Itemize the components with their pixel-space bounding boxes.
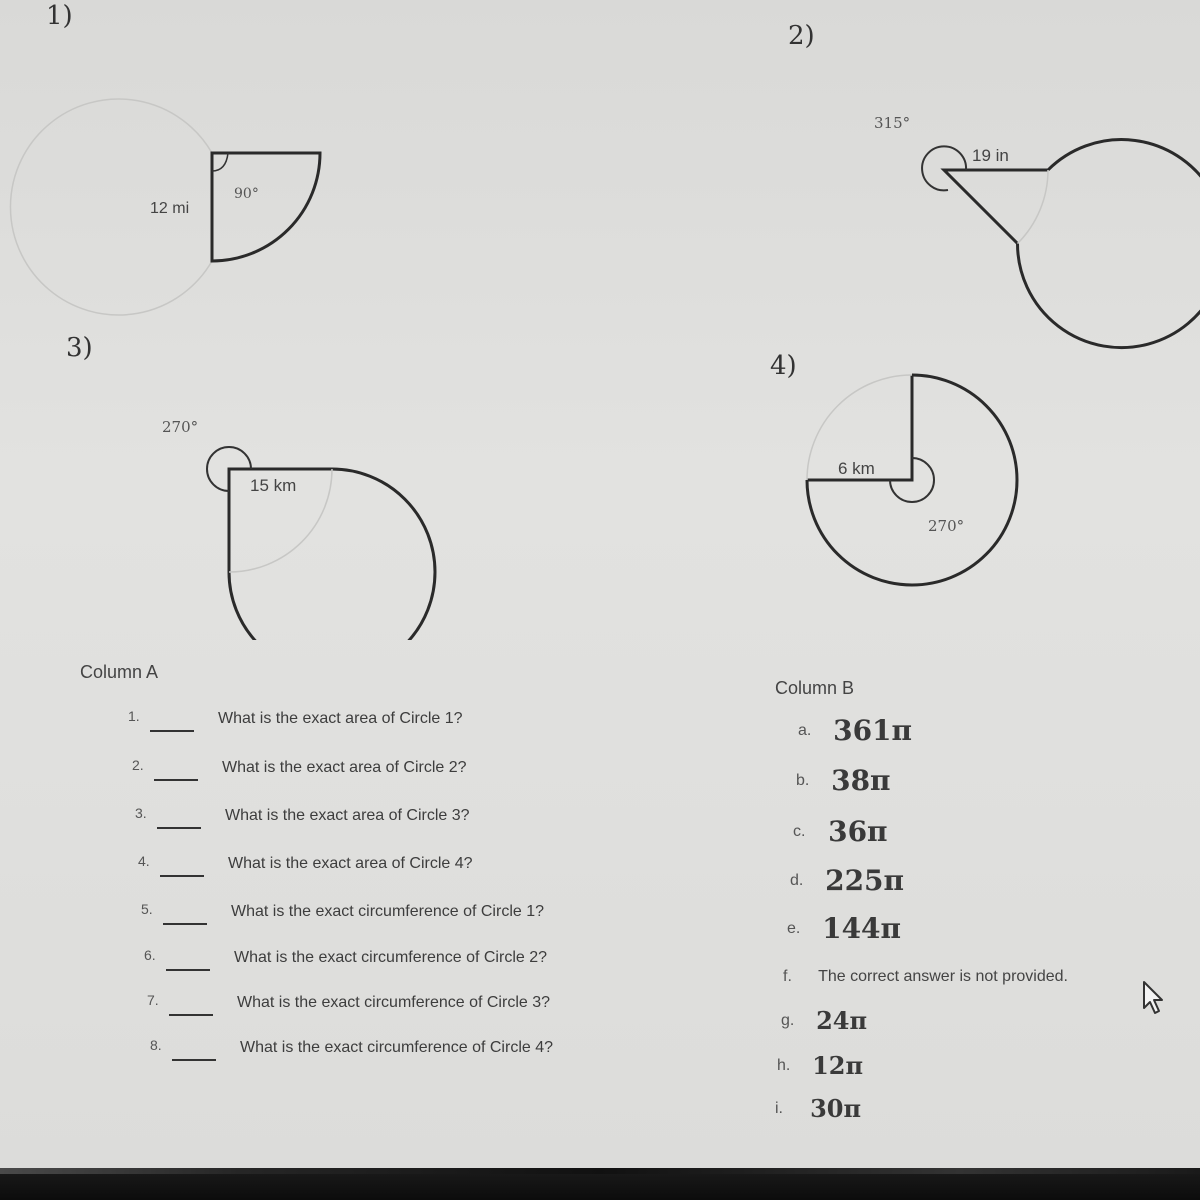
answer-letter: b. [796, 771, 810, 789]
answer-blank[interactable] [169, 1014, 213, 1016]
circle-2-radius-label: 19 in [972, 146, 1009, 165]
answer-value: 30π [810, 1094, 862, 1123]
problem-4-number: 4) [770, 351, 797, 381]
answer-blank[interactable] [172, 1059, 216, 1061]
answer-blank[interactable] [160, 875, 204, 877]
answer-letter: i. [775, 1099, 783, 1117]
circle-2-angle-label: 315° [874, 114, 911, 132]
problem-3-number: 3) [66, 333, 93, 363]
question-text: What is the exact circumference of Circle 2? [234, 949, 548, 966]
answer-letter: h. [777, 1056, 791, 1074]
answer-value: 24π [816, 1006, 868, 1035]
column-a-heading: Column A [80, 662, 159, 682]
problem-2-number: 2) [788, 21, 815, 51]
circle-3-angle-label: 270° [162, 418, 199, 436]
question-number: 6. [144, 947, 156, 963]
circle-4 [770, 351, 1017, 585]
answer-blank[interactable] [150, 730, 194, 732]
answer-option [793, 815, 888, 849]
answer-option [796, 764, 891, 798]
answer-option [781, 1006, 867, 1040]
question-text: What is the exact circumference of Circle 4? [240, 1039, 554, 1056]
answer-letter: a. [798, 721, 812, 739]
circle-2 [788, 21, 1200, 348]
answer-letter: e. [787, 919, 801, 937]
question-number: 4. [138, 853, 150, 869]
circle-1-radius-label: 12 mi [150, 200, 190, 217]
answer-value: 12π [812, 1051, 864, 1080]
monitor-bezel [0, 1168, 1200, 1200]
answer-option [798, 714, 912, 748]
answer-option [783, 966, 1068, 1000]
question-text: What is the exact area of Circle 2? [222, 759, 467, 776]
circle-3 [66, 333, 435, 640]
question-text: What is the exact area of Circle 1? [218, 710, 463, 727]
question-number: 7. [147, 992, 159, 1008]
question-text: What is the exact area of Circle 3? [225, 807, 470, 824]
column-b-heading: Column B [775, 678, 855, 698]
circle-3-radius-label: 15 km [250, 476, 297, 495]
answer-blank[interactable] [157, 827, 201, 829]
answer-option [775, 1094, 861, 1128]
circle-4-radius-label: 6 km [838, 459, 875, 478]
answer-letter: c. [793, 822, 806, 840]
answer-option [777, 1051, 863, 1085]
answer-value: 225π [825, 864, 905, 897]
question-number: 3. [135, 805, 147, 821]
circle-1 [10, 1, 320, 315]
answer-option [790, 864, 904, 898]
answer-value: 38π [831, 764, 891, 797]
circle-1-angle-label: 90° [234, 186, 259, 202]
question-text: What is the exact circumference of Circle 3? [237, 994, 551, 1011]
answer-blank[interactable] [163, 923, 207, 925]
answer-letter: g. [781, 1011, 795, 1029]
answer-value: 361π [833, 714, 913, 747]
answer-letter: d. [790, 871, 804, 889]
circle-1-sector [212, 153, 320, 261]
answer-blank[interactable] [166, 969, 210, 971]
question-number: 5. [141, 901, 153, 917]
answer-value: 144π [822, 912, 902, 945]
question-number: 8. [150, 1037, 162, 1053]
answer-option [787, 912, 901, 946]
question-text: What is the exact circumference of Circle 1? [231, 903, 545, 920]
answer-letter: f. [783, 967, 792, 985]
question-number: 2. [132, 757, 144, 773]
circle-4-angle-label: 270° [928, 517, 965, 535]
answer-value: The correct answer is not provided. [818, 967, 1068, 985]
problem-1-number: 1) [46, 1, 73, 31]
circle-2-radii [944, 170, 1048, 244]
circle-1-angle-arc [212, 153, 228, 171]
answer-blank[interactable] [154, 779, 198, 781]
circle-2-faint-arc [1018, 170, 1049, 244]
question-text: What is the exact area of Circle 4? [228, 855, 473, 872]
question-number: 1. [128, 708, 140, 724]
mouse-pointer-icon [1140, 978, 1170, 1018]
answer-value: 36π [828, 815, 888, 848]
